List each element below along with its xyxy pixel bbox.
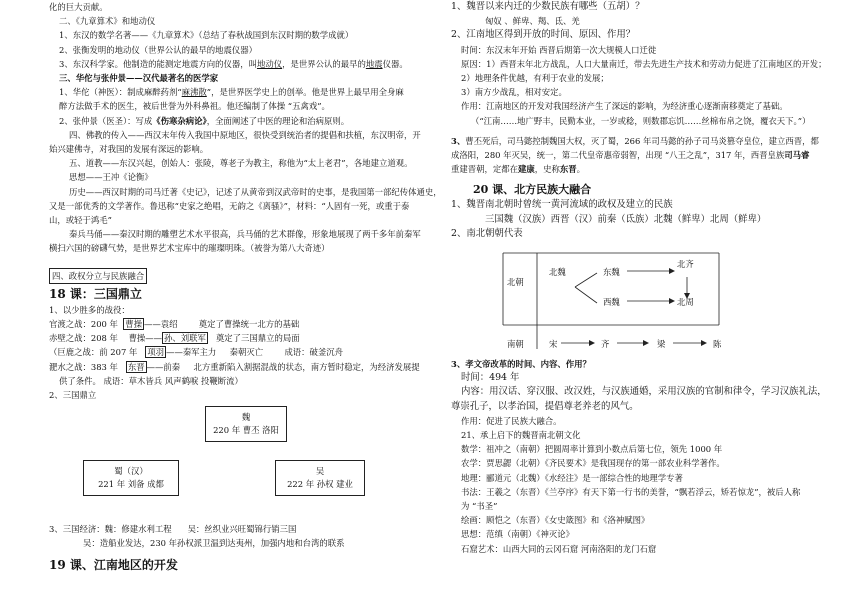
- text-line: [451, 148, 831, 162]
- dynasty-beiwei: 北魏: [549, 267, 566, 278]
- text-span: ——秦军主力: [166, 347, 217, 358]
- text-span: ——前秦: [146, 361, 181, 372]
- key-term: 建康: [518, 164, 535, 175]
- three-kingdoms-diagram: [49, 402, 427, 522]
- battle-line: [49, 331, 427, 345]
- right-column: [451, 0, 831, 556]
- text-line: 书法：王羲之（东晋）《兰亭序》有天下第一行书的美誉，“飘若浮云，矫若惊龙”，被后人称: [461, 486, 801, 497]
- text-span: ”，是世界医学史上的创举。他是世界上最早用全身麻: [206, 87, 404, 98]
- text-span: 曹丕死后，司马懿控制魏国大权，灭了蜀，266 年司马懿的孙子司马炎篡夺皇位，建立西晋，都: [465, 135, 819, 146]
- kingdom-info: 220 年 曹丕 洛阳: [213, 425, 279, 436]
- text-line: 数学：祖冲之（南朝）把圆周率计算到小数点后第七位，领先 1000 年: [461, 444, 723, 455]
- battle-line: [49, 360, 427, 374]
- text-line: 始兴建佛寺，对我国的发展有深远的影响。: [49, 144, 209, 155]
- text-span: ，是世界公认的最早的: [282, 58, 366, 69]
- text-line: 秦兵马俑——秦汉时期的雕塑艺术水平很高，兵马俑的艺术群像，形象地展现了两千多年前秦军: [69, 229, 421, 240]
- text-line: 匈奴 、鲜卑、羯、氐、羌: [485, 16, 580, 27]
- dynasty-song: 宋: [549, 339, 558, 350]
- section-heading: 三、华佗与张仲景——汉代最著名的医学家: [59, 73, 219, 84]
- text-line: 农学：贾思勰（北朝）《齐民要术》是我国现存的第一部农业科学著作。: [461, 458, 725, 469]
- left-column: [49, 0, 442, 574]
- kingdom-wu-box: [275, 460, 365, 496]
- text-line: 醉方法做手术的医生，被后世誉为外科鼻祖。他还编制了体操 “五禽戏”。: [59, 101, 330, 112]
- text-line: 作用：促进了民族大融合。: [461, 415, 562, 426]
- text-span: ，史称: [534, 164, 560, 175]
- text-span: （巨鹿之战：前 207 年: [49, 347, 138, 358]
- text-line: [49, 522, 427, 536]
- text-span: 3、: [451, 135, 466, 146]
- question-line: 1、魏晋以来内迁的少数民族有哪些（五胡）？: [451, 1, 645, 12]
- text-line: 为 “书圣”: [461, 501, 498, 512]
- battle-line: [49, 317, 427, 331]
- text-line: 1、魏晋南北朝时曾统一黄河流域的政权及建立的民族: [451, 199, 673, 211]
- text-line: 1、以少胜多的战役：: [49, 304, 130, 315]
- text-line: 时间：东汉末年开始 西晋后期第一次大规模人口迁徙: [461, 44, 657, 55]
- text-line: 3）南方少战乱，相对安定。: [461, 87, 567, 98]
- kingdom-name: 魏: [241, 412, 251, 423]
- dynasty-liang: 梁: [657, 339, 666, 350]
- south-dynasties-label: 南朝: [507, 339, 524, 350]
- text-span: 秦朝灭亡: [229, 347, 264, 358]
- boxed-term: 曹操: [125, 319, 142, 330]
- text-line: 尊崇孔子，以孝治国，提倡尊老养老的风气。: [451, 400, 639, 412]
- kingdom-name: 蜀（汉）: [114, 466, 148, 477]
- dynasty-chen: 陈: [713, 339, 722, 350]
- section-box-title: 四、政权分立与民族融合: [49, 268, 147, 284]
- boxed-term: 东晋: [127, 361, 145, 372]
- question-line: 2、江南地区得到开放的时间、原因、作用？: [451, 29, 636, 41]
- text-span: 曹操——: [128, 333, 163, 344]
- text-line: 2、三国鼎立: [49, 390, 97, 401]
- text-line: 时间：494 年: [461, 372, 520, 384]
- text-line: 作用：江南地区的开发对我国经济产生了深远的影响，为经济重心逐渐南移奠定了基础。: [461, 101, 788, 112]
- text-line: （“江南……地广野丰，民勤本业，一岁或稔，则数郡忘饥……丝棉布帛之饶，覆衣天下。”）: [471, 115, 811, 126]
- text-line: 原因：1）西晋末年北方战乱，人口大量南迁，带去先进生产技术和劳动力促进了江南地区的开发；: [461, 58, 827, 69]
- text-span: 成语：破釜沉舟: [284, 347, 344, 358]
- text-line: [49, 114, 427, 128]
- text-span: 重建晋朝，定都在: [451, 164, 518, 175]
- text-span: 。: [576, 164, 585, 175]
- text-line: 又是一部优秀的文学著作。鲁迅称“史家之绝唱，无韵之《离骚》”，材料：“人固有一死，或重于泰: [49, 200, 410, 211]
- text-line: 五、道教——东汉兴起，创始人：张陵，尊老子为教主，称他为“太上老君”，各地建立道观。: [69, 158, 413, 169]
- kingdom-wei-box: [205, 406, 287, 442]
- text-span: 仪器。: [382, 58, 408, 69]
- text-line: 思想：范缜（南朝）《神灭论》: [461, 529, 575, 540]
- underlined-term: 麻沸散: [181, 87, 207, 98]
- question-line: 3、孝文帝改革的时间、内容、作用？: [451, 359, 591, 370]
- text-line: 思想——王冲《论衡》: [69, 172, 153, 183]
- text-line: 山，或轻于鸿毛”: [49, 215, 112, 226]
- text-span: 3、三国经济：魏：修建水利工程: [49, 524, 172, 535]
- text-line: 2、南北朝朝代表: [451, 227, 523, 239]
- text-span: 成洛阳，280 年灭吴，统一，第二代皇帝惠帝弱智，出现 “八王之乱”，317 年，西晋皇族: [451, 150, 785, 161]
- text-span: ，全面阐述了中医的理论和治病原则。: [206, 115, 350, 126]
- book-title: 《伤寒杂病论》: [152, 115, 207, 126]
- dynasty-diagram: [451, 245, 831, 357]
- kingdom-info: 221 年 刘备 成都: [98, 479, 164, 490]
- text-span: 赤壁之战：208 年: [49, 333, 118, 344]
- text-line: [49, 57, 427, 71]
- text-line: 化的巨大贡献。: [49, 2, 108, 12]
- kingdom-info: 222 年 孙权 建业: [287, 479, 353, 490]
- key-term: 东晋: [559, 164, 577, 175]
- lesson-18-heading: 18 课：三国鼎立: [49, 286, 142, 301]
- dynasty-xiwei: 西魏: [603, 297, 620, 308]
- underlined-term: 地动仪: [256, 58, 283, 69]
- text-span: 北方重新陷入割据混战的状态，南方暂时稳定，为经济发展提: [193, 361, 420, 372]
- text-span: 淝水之战：383 年: [49, 361, 118, 372]
- text-line: 吴：造船业发达，230 年孙权派卫温到达夷州，加强内地和台湾的联系: [83, 538, 345, 549]
- kingdom-shu-box: [83, 460, 179, 496]
- section-heading: 二、《九章算术》和地动仪: [59, 16, 156, 27]
- boxed-term: 孙、刘联军: [164, 333, 206, 344]
- dynasty-qi: 齐: [601, 339, 610, 350]
- text-line: 2）地理条件优越，有利于农业的发展；: [461, 73, 609, 84]
- text-line: 三国魏（汉族）西晋（汉）前秦（氐族）北魏（鲜卑）北周（鲜卑）: [485, 213, 767, 225]
- text-span: 吴：丝织业兴旺蜀锦行销三国: [187, 524, 297, 535]
- text-line: 地理：郦道元（北魏）《水经注》是一部综合性的地理学专著: [461, 472, 683, 483]
- dynasty-beizhou: 北周: [677, 297, 694, 308]
- text-line: 历史——西汉时期的司马迁著《史记》，记述了从黄帝到汉武帝时的史事，是我国第一部纪传体通史，: [69, 186, 442, 197]
- text-span: 3、东汉科学家。他制造的能测定地震方向的仪器，叫: [59, 58, 257, 69]
- dynasty-dongwei: 东魏: [603, 267, 620, 278]
- key-term: 司马睿: [784, 150, 810, 161]
- text-line: 供了条件。 成语：草木皆兵 风声鹤唳 投鞭断流）: [59, 375, 243, 386]
- text-line: 2、张衡发明的地动仪（世界公认的最早的地震仪器）: [59, 44, 257, 55]
- text-span: 奠定了曹操统一北方的基础: [198, 319, 300, 330]
- text-line: 内容：用汉话、穿汉服、改汉姓，与汉族通婚，采用汉族的官制和律令，学习汉族礼法，: [461, 386, 827, 398]
- text-span: 奠定了三国鼎立的局面: [215, 333, 300, 344]
- text-span: 官渡之战：200 年: [49, 319, 118, 330]
- lesson-20-heading: 20 课、北方民族大融合: [473, 183, 592, 197]
- text-line: 石窟艺术：山西大同的云冈石窟 河南洛阳的龙门石窟: [461, 543, 657, 554]
- dynasty-beiqi: 北齐: [677, 259, 694, 270]
- text-line: 21、承上启下的魏晋南北朝文化: [461, 430, 581, 441]
- text-line: 1、东汉的数学名著——《九章算术》（总结了春秋战国到东汉时期的数学成就）: [59, 30, 354, 41]
- underlined-term: 地震: [365, 58, 383, 69]
- text-span: 2、张仲景（医圣）：写成: [59, 115, 153, 126]
- text-line: [451, 134, 831, 148]
- kingdom-name: 吴: [315, 466, 325, 477]
- battle-line: [49, 345, 427, 359]
- text-line: 绘画：顾恺之（东晋）《女史箴图》和《洛神赋图》: [461, 515, 650, 526]
- text-line: 四、佛教的传入——西汉末年传入我国中原地区，很快受到统治者的提倡和扶植，东汉明帝，开: [69, 129, 421, 140]
- text-line: [451, 162, 831, 176]
- text-span: 1、华佗（神医）：制成麻醉药剂“: [59, 87, 182, 98]
- lesson-19-heading: 19 课、江南地区的开发: [49, 557, 178, 572]
- text-line: 横扫六国的磅礴气势，是世界艺术宝库中的璀璨明珠。（被誉为第八大奇迹）: [49, 243, 330, 254]
- text-line: [49, 85, 427, 99]
- north-dynasties-label: 北朝: [507, 277, 524, 288]
- boxed-term: 项羽: [147, 347, 165, 358]
- text-span: ——袁绍: [143, 319, 178, 330]
